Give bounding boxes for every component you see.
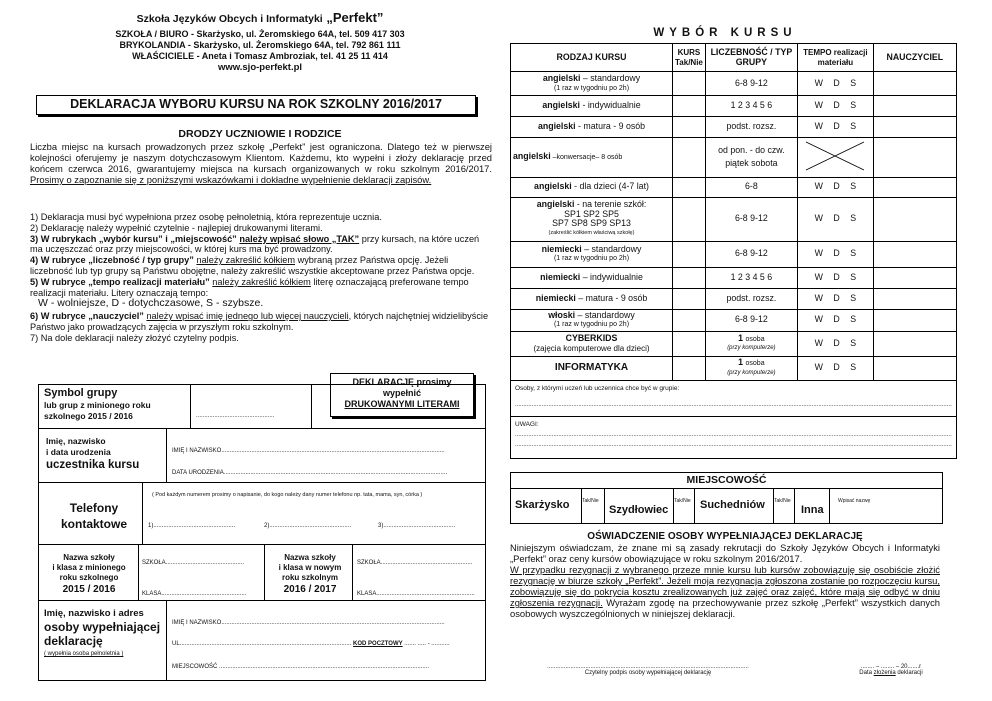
print-notice-l3: DRUKOWANYMI LITERAMI bbox=[344, 399, 460, 409]
szydlowiec-yesno[interactable]: Tak/Nie bbox=[673, 489, 695, 523]
tempo-options[interactable]: W D S bbox=[797, 177, 873, 197]
teacher-cell[interactable] bbox=[873, 138, 956, 178]
school-name: „Perfekt” bbox=[326, 10, 384, 25]
header-line1: SZKOŁA / BIURO - Skarżysko, ul. Żeromskiego 64A, tel. 509 417 303 bbox=[115, 29, 405, 39]
class-old-field[interactable]: KLASA................................................... bbox=[142, 591, 247, 597]
print-notice-l2: wypełnić bbox=[382, 388, 421, 398]
course-name: włoski – standardowy (1 raz w tygodniu po 2h) bbox=[511, 309, 673, 331]
date-field[interactable]: ........ – ........ – 20.......r Data złożenia deklaracji bbox=[859, 664, 923, 676]
school-old-field[interactable]: SZKOŁA............................................... bbox=[142, 560, 245, 566]
tempo-options[interactable]: W D S bbox=[797, 197, 873, 241]
city-field[interactable]: MIEJSCOWOŚĆ .............................................................................................................................. bbox=[172, 664, 430, 670]
teacher-cell[interactable] bbox=[873, 197, 956, 241]
location-skarzysko: Skarżysko bbox=[515, 499, 570, 511]
yesno-cell[interactable] bbox=[673, 177, 706, 197]
group-options[interactable]: podst. rozsz. bbox=[705, 288, 797, 309]
divider-v-name bbox=[166, 428, 167, 482]
course-table bbox=[510, 43, 957, 459]
tempo-options[interactable]: W D S bbox=[797, 356, 873, 380]
signature-field[interactable]: ......................................................................................................................... Czytelny podpis osoby wypełniającej deklarację bbox=[547, 664, 749, 676]
table-row bbox=[511, 96, 957, 117]
yesno-cell[interactable] bbox=[673, 267, 706, 288]
phones-note: ( Pod każdym numerem prosimy o napisanie, do kogo należy dany numer telefonu np. tata, mama, syn, córka ) bbox=[152, 492, 423, 498]
table-row bbox=[511, 309, 957, 331]
header-line2: BRYKOLANDIA - Skarżysko, ul. Żeromskiego 64A, tel. 792 861 111 bbox=[119, 40, 401, 50]
teacher-cell[interactable] bbox=[873, 331, 956, 356]
group-options[interactable]: 1 2 3 4 5 6 bbox=[705, 96, 797, 117]
school-header bbox=[30, 12, 490, 73]
street-field[interactable]: UL....................................................................................................... KOD POCZTOWY ....... ..... - ........... bbox=[172, 641, 450, 647]
teacher-cell[interactable] bbox=[873, 72, 956, 96]
tempo-options[interactable]: W D S bbox=[797, 331, 873, 356]
yesno-cell[interactable] bbox=[673, 197, 706, 241]
group-options[interactable]: od pon. - do czw. piątek sobota bbox=[705, 138, 797, 178]
tempo-options[interactable]: W D S bbox=[797, 117, 873, 138]
suchedniow-yesno[interactable]: Tak/Nie bbox=[773, 489, 795, 523]
course-name: niemiecki – indywidualnie bbox=[511, 267, 673, 288]
divider-4 bbox=[38, 600, 486, 601]
notes-cell[interactable]: UWAGI: ...................................................................................................................................................................................................................................................................... ...................................................................................................................................................................................................................................................................... bbox=[511, 416, 957, 458]
col-header-course: RODZAJ KURSU bbox=[511, 44, 673, 72]
yesno-cell[interactable] bbox=[673, 138, 706, 178]
group-options[interactable]: 1 osoba (przy komputerze) bbox=[705, 331, 797, 356]
location-suchedniow: Suchedniów bbox=[700, 499, 765, 511]
rule-6: 6) W rubryce „nauczyciel” należy wpisać imię jednego lub więcej nauczycieli, których najchętniej widzielibyście Państwo jako prowadzących zajęcia w przyszłym roku szkolnym. bbox=[30, 311, 489, 332]
course-name: INFORMATYKA bbox=[511, 356, 673, 380]
divider-v-s1 bbox=[138, 544, 139, 600]
declaration-statement bbox=[510, 531, 940, 619]
teacher-cell[interactable] bbox=[873, 96, 956, 117]
divider-2 bbox=[38, 482, 486, 483]
col-header-tempo: TEMPO realizacji materiału bbox=[797, 44, 873, 72]
location-title: MIEJSCOWOŚĆ bbox=[511, 473, 942, 489]
declaration-p2: W przypadku rezygnacji z wybranego przeze mnie kursu lub kursów zobowiązuję się osobiście złożić rezygnację w biurze szkoły „Perfekt”. Jeżeli moja rezygnacja zgłoszona zostanie po rozpoczęciu kursu, zobowiązuję się do pokrycia kosztu zrealizowanych już zajęć oraz zajęć, które mają się odbyć w dniu zgłoszenia rezygnacji. Wyrażam zgodę na przechowywanie przez szkołę „Perfekt” wszystkich danych osobowych wyszczególnionych w niniejszej deklaracji. bbox=[510, 564, 940, 619]
declaration-p1: Niniejszym oświadczam, że znane mi są zasady rekrutacji do Szkoły Języków Obcych i Informatyki „Perfekt” oraz ceny kursów obowiązujące w roku szkolnym 2016/2017. bbox=[510, 542, 940, 564]
phone-2[interactable]: 2)................................................. bbox=[264, 523, 352, 529]
other-location-field[interactable]: Wpisać nazwę bbox=[829, 489, 942, 523]
phones-label: Telefony kontaktowe bbox=[60, 501, 127, 531]
friends-row bbox=[511, 380, 957, 416]
symbol-grupy-field[interactable]: ............................................... bbox=[196, 413, 275, 419]
rule-4: 4) W rubryce „liczebność / typ grupy” należy zakreślić kółkiem wybraną przez Państwa opcję. Jeżeli liczebność lub typ grupy są Państwu obojętne, należy zakreślić wszystkie akceptowane przez Państwa opcje. bbox=[30, 255, 475, 276]
divider-v-addr bbox=[166, 600, 167, 681]
yesno-cell[interactable] bbox=[673, 309, 706, 331]
col-header-group: LICZEBNOŚĆ / TYP GRUPY bbox=[705, 44, 797, 72]
table-row bbox=[511, 241, 957, 267]
group-options[interactable]: podst. rozsz. bbox=[705, 117, 797, 138]
table-row bbox=[511, 331, 957, 356]
location-szydlowiec: Szydłowiec bbox=[609, 504, 669, 516]
tempo-options[interactable]: W D S bbox=[797, 288, 873, 309]
participant-label: Imię, nazwisko i data urodzenia uczestnika kursu bbox=[46, 436, 140, 471]
yesno-cell[interactable] bbox=[673, 356, 706, 380]
yesno-cell[interactable] bbox=[673, 72, 706, 96]
teacher-cell[interactable] bbox=[873, 356, 956, 380]
tempo-options[interactable]: W D S bbox=[797, 309, 873, 331]
group-options[interactable]: 6-8 9-12 bbox=[705, 241, 797, 267]
course-name: CYBERKIDS (zajęcia komputerowe dla dzieci) bbox=[511, 331, 673, 356]
rules-list bbox=[30, 212, 492, 344]
course-name: niemiecki – matura - 9 osób bbox=[511, 288, 673, 309]
course-name: angielski – standardowy (1 raz w tygodniu po 2h) bbox=[511, 72, 673, 96]
course-name: niemiecki – standardowy (1 raz w tygodniu po 2h) bbox=[511, 241, 673, 267]
yesno-cell[interactable] bbox=[673, 288, 706, 309]
header-line3: WŁAŚCICIELE - Aneta i Tomasz Ambroziak, tel. 41 25 11 414 bbox=[132, 51, 388, 61]
table-row bbox=[511, 356, 957, 380]
print-notice-l1: DEKLARACJĘ prosimy bbox=[352, 377, 452, 387]
school-new-field[interactable]: SZKOŁA....................................................... bbox=[357, 560, 473, 566]
friends-cell[interactable]: Osoby, z którymi uczeń lub uczennica chce być w grupie: ...................................................................................................................................................................................................................................................................... bbox=[511, 380, 957, 416]
tempo-options[interactable]: W D S bbox=[797, 241, 873, 267]
rule-2: 2) Deklarację należy wypełnić czytelnie - najlepiej drukowanymi literami. bbox=[30, 222, 323, 233]
name-field[interactable]: IMIĘ I NAZWISKO...................................................................................................................................... bbox=[172, 448, 445, 454]
table-row bbox=[511, 177, 957, 197]
group-options[interactable]: 6-8 9-12 bbox=[705, 309, 797, 331]
symbol-grupy-label: Symbol grupy lub grup z minionego roku szkolnego 2015 / 2016 bbox=[44, 387, 151, 421]
yesno-cell[interactable] bbox=[673, 331, 706, 356]
course-name: angielski - matura - 9 osób bbox=[511, 117, 673, 138]
group-options[interactable]: 6-8 9-12 bbox=[705, 197, 797, 241]
yesno-cell[interactable] bbox=[673, 96, 706, 117]
intro-underlined: Prosimy o zapoznanie się z poniższymi wskazówkami i dokładne wypełnienie deklaracji zapisów. bbox=[30, 174, 432, 185]
declaration-title: OŚWIADCZENIE OSOBY WYPEŁNIAJĄCEJ DEKLARACJĘ bbox=[587, 531, 863, 542]
divider-3 bbox=[38, 544, 486, 545]
teacher-cell[interactable] bbox=[873, 309, 956, 331]
divider-v-s2 bbox=[264, 544, 265, 600]
rule-5-tempo: W - wolniejsze, D - dotychczasowe, S - szybsze. bbox=[38, 297, 264, 310]
table-row bbox=[511, 138, 957, 178]
teacher-cell[interactable] bbox=[873, 288, 956, 309]
teacher-cell[interactable] bbox=[873, 267, 956, 288]
table-row bbox=[511, 197, 957, 241]
yesno-cell[interactable] bbox=[673, 117, 706, 138]
course-name: angielski –konwersacje– 8 osób bbox=[511, 138, 673, 178]
divider-1 bbox=[38, 428, 486, 429]
header-www: www.sjo-perfekt.pl bbox=[217, 62, 303, 73]
course-name: angielski - dla dzieci (4-7 lat) bbox=[511, 177, 673, 197]
group-options[interactable]: 6-8 bbox=[705, 177, 797, 197]
location-box bbox=[510, 472, 943, 524]
divider-v-phones bbox=[142, 482, 143, 544]
teacher-cell[interactable] bbox=[873, 177, 956, 197]
cross-out-mark bbox=[798, 138, 873, 174]
yesno-cell[interactable] bbox=[673, 241, 706, 267]
rule-7: 7) Na dole deklaracji należy złożyć czytelny podpis. bbox=[30, 332, 239, 343]
group-options[interactable]: 1 2 3 4 5 6 bbox=[705, 267, 797, 288]
table-row bbox=[511, 72, 957, 96]
course-selection-title: WYBÓR KURSU bbox=[653, 27, 797, 39]
phone-3[interactable]: 3)........................................... bbox=[378, 523, 456, 529]
rule-3: 3) W rubrykach „wybór kursu” i „miejscowość” należy wpisać słowo „TAK” przy kursach, na które uczeń ma uczęszczać oraz przy miejscowości, w której kurs ma być prowadzony. bbox=[30, 233, 480, 255]
salutation: DRODZY UCZNIOWIE I RODZICE bbox=[178, 128, 342, 140]
course-name: angielski - indywidualnie bbox=[511, 96, 673, 117]
rule-1: 1) Deklaracja musi być wypełniona przez osobę pełnoletnią, która reprezentuje ucznia. bbox=[30, 212, 382, 222]
teacher-cell[interactable] bbox=[873, 241, 956, 267]
intro-text bbox=[30, 141, 492, 185]
course-name: angielski - na terenie szkół: SP1 SP2 SP5 SP7 SP8 SP9 SP13 (zakreślić kółkiem właściwą szkołę) bbox=[511, 197, 673, 241]
filler-name-field[interactable]: IMIĘ I NAZWISKO...................................................................................................................................... bbox=[172, 620, 445, 626]
school-old-label: Nazwa szkoły i klasa z minionego roku szkolnego 2015 / 2016 bbox=[52, 553, 126, 595]
intro-body: Liczba miejsc na kursach prowadzonych przez szkołę „Perfekt” jest ograniczona. Dlatego też w pierwszej kolejności oferujemy je naszym dotychczasowym Klientom. Każdemu, kto wypełni i złoży deklarację przed końcem czerwca 2016, gwarantujemy miejsca na kursach organizowanych w roku szkolnym 2016/2017. bbox=[30, 141, 492, 174]
skarzysko-yesno[interactable]: Tak/Nie bbox=[581, 489, 605, 523]
col-header-yesno: KURS Tak/Nie bbox=[673, 44, 706, 72]
page-title: DEKLARACJA WYBORU KURSU NA ROK SZKOLNY 2016/2017 bbox=[36, 95, 476, 115]
phone-1[interactable]: 1)................................................. bbox=[148, 523, 236, 529]
group-options[interactable]: 1 osoba (przy komputerze) bbox=[705, 356, 797, 380]
table-row bbox=[511, 117, 957, 138]
tempo-crossed-cell bbox=[797, 138, 873, 178]
group-options[interactable]: 6-8 9-12 bbox=[705, 72, 797, 96]
location-inna: Inna bbox=[801, 504, 824, 516]
notes-row bbox=[511, 416, 957, 458]
col-header-teacher: NAUCZYCIEL bbox=[873, 44, 956, 72]
table-row bbox=[511, 267, 957, 288]
symbol-grupy-cell[interactable] bbox=[190, 384, 312, 428]
teacher-cell[interactable] bbox=[873, 117, 956, 138]
tempo-options[interactable]: W D S bbox=[797, 267, 873, 288]
filler-label: Imię, nazwisko i adres osoby wypełniającej deklarację ( wypełnia osoba pełnoletnia ) bbox=[44, 608, 161, 657]
school-prefix: Szkoła Języków Obcych i Informatyki bbox=[136, 13, 323, 25]
school-new-label: Nazwa szkoły i klasa w nowym roku szkolnym 2016 / 2017 bbox=[278, 553, 342, 595]
dob-field[interactable]: DATA URODZENIA...................................................................................................................................... bbox=[172, 470, 448, 476]
class-new-field[interactable]: KLASA........................................................... bbox=[357, 591, 475, 597]
rule-5: 5) W rubryce „tempo realizacji materiału” należy zakreślić kółkiem literę oznaczającą preferowane tempo realizacji materiału. Litery oznaczają tempo: bbox=[30, 276, 469, 298]
divider-v-s3 bbox=[352, 544, 353, 600]
tempo-options[interactable]: W D S bbox=[797, 96, 873, 117]
table-row bbox=[511, 288, 957, 309]
tempo-options[interactable]: W D S bbox=[797, 72, 873, 96]
